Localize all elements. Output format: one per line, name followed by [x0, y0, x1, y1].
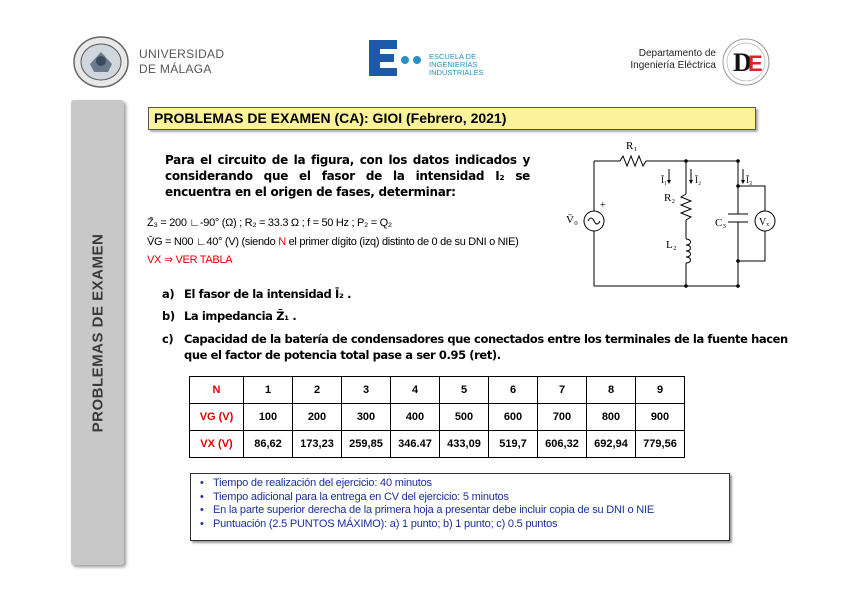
circuit-label-plus: + — [600, 200, 606, 211]
list-item: • Tiempo de realización del ejercicio: 40 minutos — [213, 477, 729, 491]
circuit-label-r2: R₂ — [664, 192, 676, 204]
exam-notes-box — [190, 473, 730, 541]
data-line-vg — [147, 235, 518, 249]
university-name-line1: UNIVERSIDAD — [139, 47, 225, 61]
table-header-cell: N — [190, 377, 244, 404]
table-cell: 606,32 — [538, 431, 587, 458]
table-cell: 346.47 — [391, 431, 440, 458]
table-cell: 4 — [391, 377, 440, 404]
circuit-label-i3: Ī₃ — [746, 175, 753, 185]
data-line-vg-suffix: el primer dígito (izq) distinto de 0 de su DNI o NIE) — [285, 236, 519, 248]
question-c-cont — [162, 348, 501, 362]
table-cell: 5 — [440, 377, 489, 404]
table-row — [190, 404, 685, 431]
table-cell: 692,94 — [587, 431, 636, 458]
table-cell: 300 — [342, 404, 391, 431]
question-a-label: a) — [162, 287, 175, 301]
table-cell: 100 — [244, 404, 293, 431]
department-name — [608, 48, 716, 72]
page-title: PROBLEMAS DE EXAMEN (CA): GIOI (Febrero, 2021) — [154, 110, 507, 126]
data-line-vx: VX ⇒ VER TABLA — [147, 254, 233, 266]
circuit-label-r1: R₁ — [626, 140, 638, 152]
school-name-line1: ESCUELA DE — [429, 52, 477, 61]
school-e-logo — [367, 38, 427, 78]
department-name-line1: Departamento de — [638, 48, 716, 59]
list-item: • En la parte superior derecha de la primera hoja a presentar debe incluir copia de su DNI o NIE — [213, 504, 729, 518]
circuit-label-i1: Ī₁ — [661, 175, 668, 185]
department-de-logo — [720, 36, 772, 88]
table-cell: 800 — [587, 404, 636, 431]
table-cell: 900 — [636, 404, 685, 431]
table-cell: 2 — [293, 377, 342, 404]
svg-text:E: E — [748, 51, 763, 76]
question-b-label: b) — [162, 309, 175, 323]
data-line-vg-n: N — [278, 236, 286, 248]
department-name-line2: Ingeniería Eléctrica — [630, 60, 716, 71]
list-item: • Tiempo adicional para la entrega en CV del ejercicio: 5 minutos — [213, 491, 729, 505]
university-name-line2: DE MÁLAGA — [139, 62, 212, 76]
question-c-text: Capacidad de la batería de condensadores que conectados entre los terminales de la fuente hacen — [184, 332, 788, 346]
table-cell: 7 — [538, 377, 587, 404]
table-cell: 779,56 — [636, 431, 685, 458]
table-cell: 200 — [293, 404, 342, 431]
sidebar-label: PROBLEMAS DE EXAMEN — [89, 233, 106, 432]
school-name-line2: INGENIERÍAS — [429, 60, 478, 69]
values-table — [189, 376, 685, 458]
table-cell: 1 — [244, 377, 293, 404]
exam-notes-list — [191, 477, 729, 531]
table-cell: 8 — [587, 377, 636, 404]
table-row — [190, 377, 685, 404]
school-name-line3: INDUSTRIALES — [429, 68, 484, 77]
circuit-label-vx: Vₓ — [759, 217, 770, 228]
table-header-cell: VG (V) — [190, 404, 244, 431]
school-name — [429, 53, 484, 77]
table-cell: 259,85 — [342, 431, 391, 458]
question-a — [162, 287, 351, 301]
question-c-label: c) — [162, 332, 174, 346]
circuit-label-v0: V̄₀ — [566, 214, 578, 226]
data-line-z3: Z̄₃ = 200 ∟-90° (Ω) ; R₂ = 33.3 Ω ; f = 50 Hz ; P₂ = Q₂ — [147, 217, 392, 229]
table-cell: 600 — [489, 404, 538, 431]
table-cell: 500 — [440, 404, 489, 431]
circuit-diagram — [560, 136, 790, 292]
title-bar — [148, 107, 756, 130]
table-cell: 173,23 — [293, 431, 342, 458]
table-row — [190, 431, 685, 458]
sidebar-panel — [71, 100, 124, 565]
table-header-cell: VX (V) — [190, 431, 244, 458]
data-line-vg-prefix: V̄G = N00 ∟40° (V) (siendo — [147, 236, 279, 248]
circuit-label-c3: C₃ — [715, 217, 727, 229]
university-name — [139, 47, 224, 77]
question-c — [162, 332, 788, 346]
question-b — [162, 309, 296, 323]
table-cell: 700 — [538, 404, 587, 431]
svg-text:D: D — [733, 48, 752, 77]
list-item: • Puntuación (2.5 PUNTOS MÁXIMO): a) 1 punto; b) 1 punto; c) 0.5 puntos — [213, 518, 729, 532]
question-b-text: La impedancia Z̄₁ . — [184, 309, 297, 323]
table-cell: 519,7 — [489, 431, 538, 458]
table-cell: 86,62 — [244, 431, 293, 458]
table-cell: 9 — [636, 377, 685, 404]
question-a-text: El fasor de la intensidad Ī₂ . — [184, 287, 352, 301]
question-c-cont-text: que el factor de potencia total pase a ser 0.95 (ret). — [184, 348, 501, 362]
table-cell: 3 — [342, 377, 391, 404]
table-cell: 6 — [489, 377, 538, 404]
problem-statement: Para el circuito de la figura, con los datos indicados y considerando que el fasor de la intensidad I₂ se encuentra en el origen de fases, determinar: — [165, 153, 530, 199]
university-seal-logo — [70, 34, 132, 90]
table-cell: 400 — [391, 404, 440, 431]
circuit-label-l2: L₂ — [666, 239, 677, 251]
circuit-label-i2: Ī₂ — [695, 175, 702, 185]
table-cell: 433,09 — [440, 431, 489, 458]
